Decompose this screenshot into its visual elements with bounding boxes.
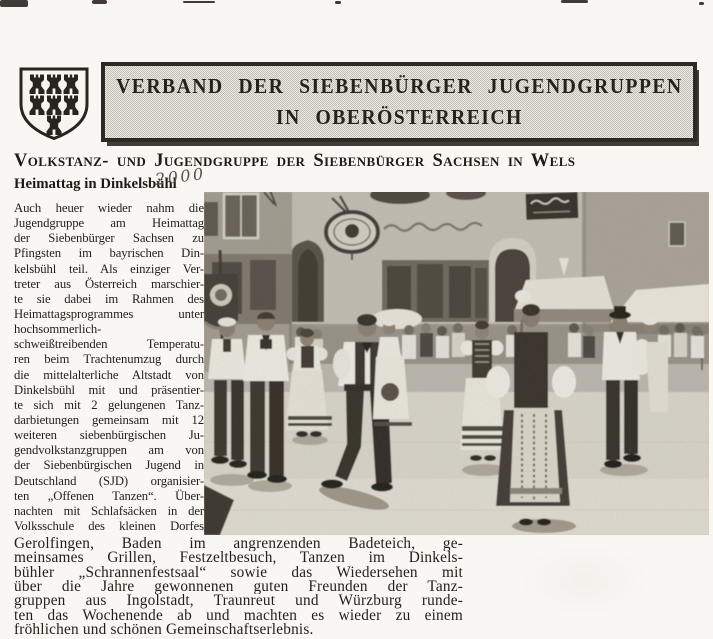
text-line: bühler „Schrannenfestsaal“ sowie das Wiedersehen mit — [14, 565, 463, 581]
text-line: fröhlichen und schönen Gemeinschaftserlebnis. — [14, 623, 314, 638]
text-line: treter aus Österreich marschier- — [14, 276, 204, 291]
handwritten-year-note: 2000 — [154, 163, 207, 190]
text-line: Pfingsten im bayrischen Din- — [14, 246, 204, 261]
scan-smudge — [520, 545, 650, 615]
text-line: ten „Offenen Tanzen“. Über- — [14, 488, 204, 503]
text-line: schweißtreibenden Temperatu- — [14, 337, 204, 352]
article-photo — [204, 192, 709, 535]
article-bottom-text — [14, 537, 463, 638]
article-column-text — [14, 201, 204, 537]
text-line: Volksschule des kleinen Dorfes — [14, 518, 204, 533]
text-line: te sie dabei im Rahmen des — [14, 291, 204, 306]
text-line: Auch heuer wieder nahm die — [14, 201, 204, 215]
scan-artifact — [699, 2, 704, 5]
scan-artifact — [561, 0, 588, 3]
text-line: der Siebenbürgischen Jugend in — [14, 458, 204, 473]
text-line: te sich mit 2 gelungenen Tanz- — [14, 397, 204, 412]
photo-illustration — [204, 192, 709, 535]
text-line: über die Jahre gewonnenen guten Freunden der Tanz- — [14, 580, 463, 595]
text-line: ten das Wochenende ab und machten es wieder zu einem — [14, 608, 463, 624]
text-line: darbietungen gemeinsam mit 12 — [14, 412, 204, 427]
text-line: Heimattagsprogrammes unter — [14, 306, 204, 321]
text-line: Deutschland (SJD) organisier- — [14, 473, 204, 488]
text-line: Jugendgruppe am Heimattag — [14, 216, 204, 231]
text-line: weiteren siebenbürgischen Ju- — [14, 428, 204, 443]
text-line: die mittelalterliche Altstadt von — [14, 367, 204, 382]
article-headline: Heimattag in Dinkelsbühl — [14, 176, 177, 192]
seven-towers-shield-icon — [16, 65, 92, 143]
text-line: ren beim Trachtenumzug durch — [14, 352, 204, 367]
text-line: Dinkelsbühl mit und präsentier- — [14, 382, 204, 397]
text-line: gruppen aus Ingolstadt, Traunreut und Würzburg runde- — [14, 594, 463, 609]
masthead-banner — [101, 62, 697, 142]
scan-artifact — [335, 1, 341, 4]
text-line: gendvolkstanzgruppen am von — [14, 443, 204, 458]
banner-title-line2: IN OBERÖSTERREICH — [275, 105, 523, 129]
text-line: hochsommerlich- — [14, 322, 102, 337]
scan-artifact — [183, 1, 215, 3]
text-line: meinsames Grillen, Festzeltbesuch, Tanzen im Dinkels- — [14, 551, 463, 566]
scan-artifact — [0, 0, 28, 7]
section-title: Volkstanz- und Jugendgruppe der Siebenbürger Sachsen in Wels — [14, 151, 576, 171]
text-line: nachten mit Schlafsäcken in der — [14, 503, 204, 518]
text-line: kelsbühl teil. Als einziger Ver- — [14, 261, 204, 276]
text-line: Gerolfingen, Baden im angrenzenden Badeteich, ge- — [14, 537, 463, 552]
text-line: der Siebenbürger Sachsen zu — [14, 231, 204, 246]
film-grain-overlay — [204, 192, 709, 535]
scan-artifact — [92, 0, 107, 4]
banner-title-line1: VERBAND DER SIEBENBÜRGER JUGENDGRUPPEN — [115, 74, 683, 98]
siebenbuergen-crest — [16, 65, 92, 143]
